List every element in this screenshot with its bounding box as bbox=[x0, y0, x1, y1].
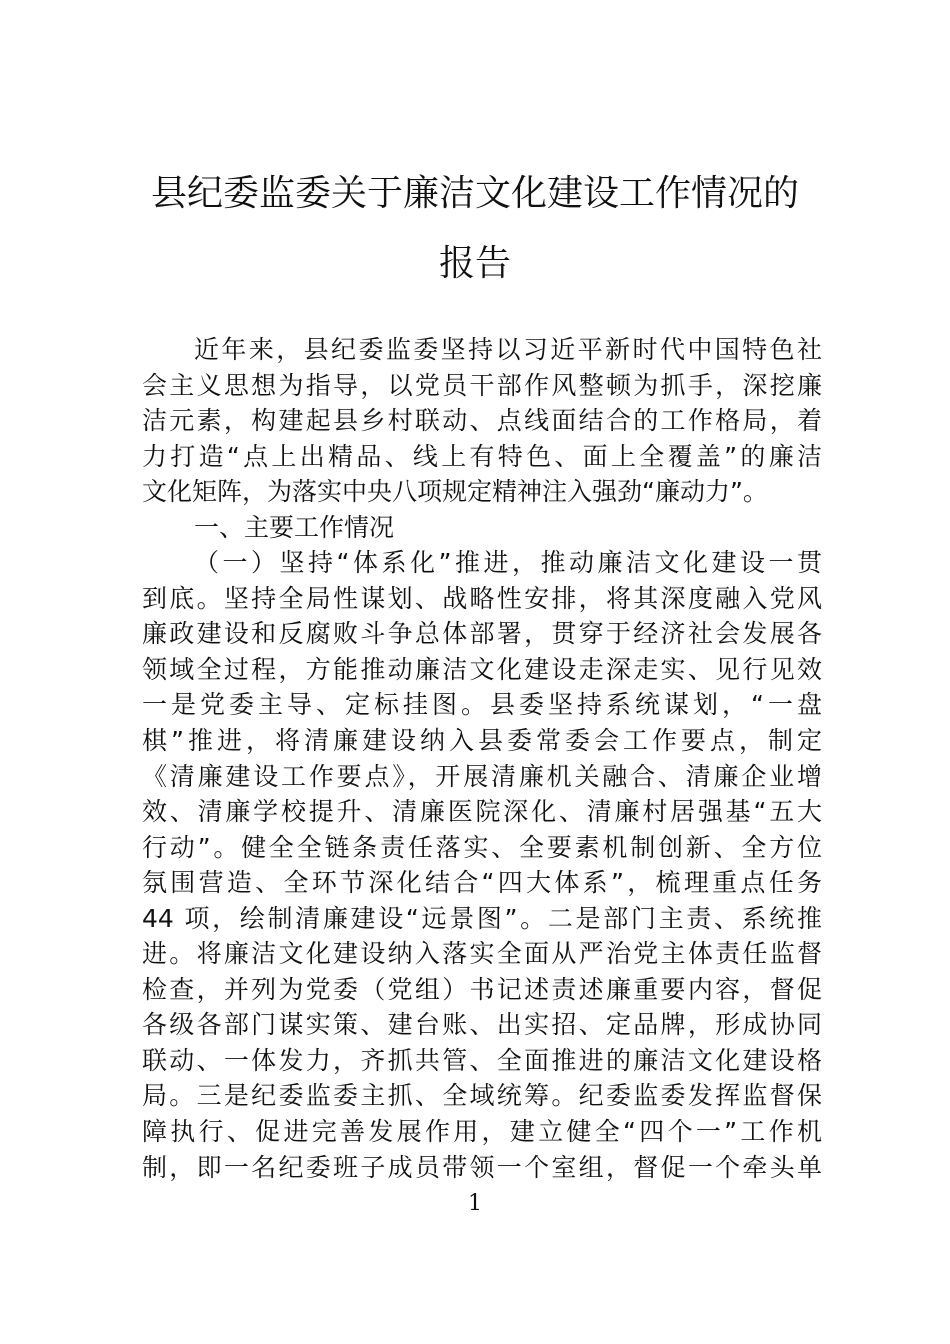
paragraph-line: 一是党委主导、定标挂图。县委坚持系统谋划，“一盘 bbox=[142, 690, 822, 720]
paragraph-line: 44 项，绘制清廉建设“远景图”。二是部门主责、系统推 bbox=[142, 903, 822, 933]
subsection-heading-line: （一）坚持“体系化”推进，推动廉洁文化建设一贯 bbox=[194, 548, 822, 578]
paragraph-line: 近年来，县纪委监委坚持以习近平新时代中国特色社 bbox=[194, 335, 822, 364]
paragraph-line: 制，即一名纪委班子成员带领一个室组，督促一个牵头单 bbox=[142, 1152, 822, 1182]
document-title-line-1: 县纪委监委关于廉洁文化建设工作情况的 bbox=[150, 173, 799, 214]
paragraph-line: 领域全过程，方能推动廉洁文化建设走深走实、见行见效 bbox=[142, 654, 822, 684]
paragraph-line: 棋”推进，将清廉建设纳入县委常委会工作要点，制定 bbox=[142, 726, 822, 756]
paragraph-line: 到底。坚持全局性谋划、战略性安排，将其深度融入党风 bbox=[142, 583, 822, 613]
page-number: 1 bbox=[468, 1191, 482, 1216]
paragraph-line: 效、清廉学校提升、清廉医院深化、清廉村居强基“五大 bbox=[142, 797, 822, 827]
document-title-line-2: 报告 bbox=[438, 243, 511, 284]
paragraph-line: 障执行、促进完善发展作用，建立健全“四个一”工作机 bbox=[142, 1117, 822, 1147]
paragraph-line: 局。三是纪委监委主抓、全域统筹。纪委监委发挥监督保 bbox=[142, 1081, 822, 1111]
paragraph-line: 各级各部门谋实策、建台账、出实招、定品牌，形成协同 bbox=[142, 1010, 822, 1040]
document-body bbox=[142, 332, 822, 1185]
paragraph-line: 力打造“点上出精品、线上有特色、面上全覆盖”的廉洁 bbox=[142, 441, 822, 471]
paragraph-line: 会主义思想为指导，以党员干部作风整顿为抓手，深挖廉 bbox=[142, 370, 822, 400]
paragraph-line: 行动”。健全全链条责任落实、全要素机制创新、全方位 bbox=[142, 832, 822, 862]
paragraph-line: 联动、一体发力，齐抓共管、全面推进的廉洁文化建设格 bbox=[142, 1045, 822, 1075]
paragraph-line: 《清廉建设工作要点》，开展清廉机关融合、清廉企业增 bbox=[142, 761, 822, 791]
paragraph-line: 氛围营造、全环节深化结合“四大体系”，梳理重点任务 bbox=[142, 868, 822, 898]
paragraph-line: 进。将廉洁文化建设纳入落实全面从严治党主体责任监督 bbox=[142, 939, 822, 969]
paragraph-line: 洁元素，构建起县乡村联动、点线面结合的工作格局，着 bbox=[142, 406, 822, 436]
paragraph-line: 检查，并列为党委（党组）书记述责述廉重要内容，督促 bbox=[142, 974, 822, 1004]
paragraph-line: 文化矩阵，为落实中央八项规定精神注入强劲“廉动力”。 bbox=[142, 477, 768, 507]
paragraph-line: 廉政建设和反腐败斗争总体部署，贯穿于经济社会发展各 bbox=[142, 619, 822, 649]
section-heading: 一、主要工作情况 bbox=[194, 512, 395, 542]
